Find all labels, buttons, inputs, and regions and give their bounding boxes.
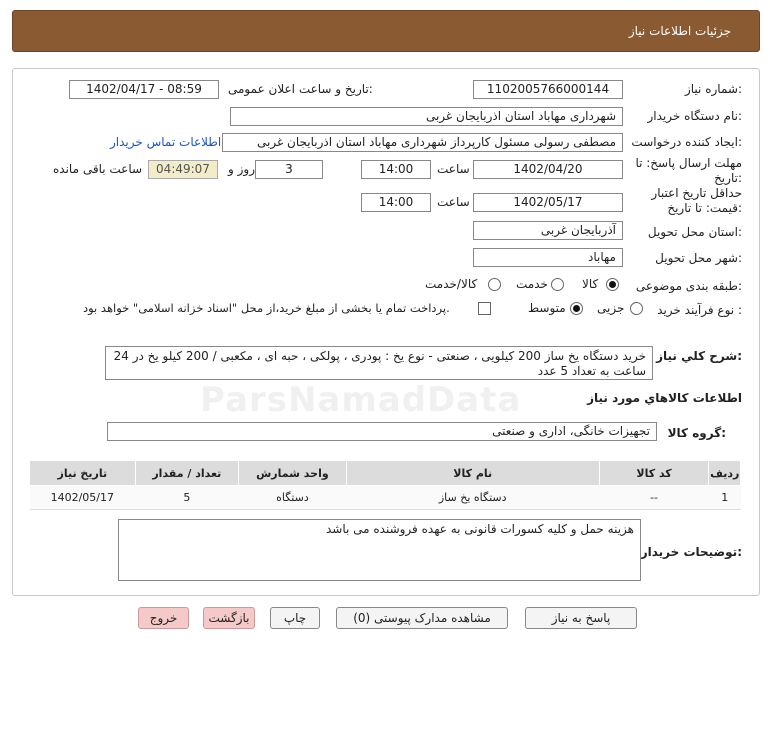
cell-code: --	[599, 486, 709, 510]
print-button[interactable]: چاپ	[270, 607, 320, 629]
purchase-radio-minor[interactable]	[630, 302, 643, 315]
deadline-date-field: 1402/04/20	[473, 160, 623, 179]
exit-button[interactable]: خروج	[138, 607, 189, 629]
cell-quantity: 5	[135, 486, 238, 510]
days-count-field: 3	[255, 160, 323, 179]
province-field: آذربایجان غربی	[473, 221, 623, 240]
table-row	[30, 486, 741, 510]
requester-label: ایجاد کننده درخواست:	[631, 135, 742, 149]
remaining-label: ساعت باقی مانده	[53, 162, 143, 176]
validity-time-label: ساعت	[437, 195, 470, 209]
col-header-quantity: تعداد / مقدار	[135, 461, 238, 486]
goods-section-title: اطلاعات کالاهاي مورد نياز	[587, 391, 742, 405]
purchase-option-minor: جزیی	[597, 301, 625, 315]
deadline-label: مهلت ارسال پاسخ: تا	[635, 156, 742, 170]
description-label: شرح کلي نياز:	[656, 349, 742, 363]
need-number-field: 1102005766000144	[473, 80, 623, 99]
col-header-name: نام کالا	[346, 461, 599, 486]
city-field: مهاباد	[473, 248, 623, 267]
table-header-row	[30, 461, 741, 486]
announce-field: 1402/04/17 - 08:59	[69, 80, 219, 99]
goods-group-field: تجهیزات خانگی، اداری و صنعتی	[107, 422, 657, 441]
description-field: خرید دستگاه یخ ساز 200 کیلویی ، صنعتی - نوع یخ : پودری ، پولکی ، حبه ای ، مکعبی / 200 کیلو یخ در 24 ساعت به تعداد 5 عدد	[105, 346, 653, 380]
validity-label: حداقل تاریخ اعتبار	[651, 186, 742, 200]
category-option-both: کالا/خدمت	[425, 277, 478, 291]
col-header-unit: واحد شمارش	[239, 461, 347, 486]
page-header	[12, 10, 760, 52]
purchase-type-label: نوع فرآیند خرید :	[657, 303, 742, 317]
category-option-service: خدمت	[516, 277, 548, 291]
deadline-time-field: 14:00	[361, 160, 431, 179]
days-label: روز و	[228, 162, 255, 176]
page-title: جزئیات اطلاعات نیاز	[628, 24, 731, 38]
announce-label: تاریخ و ساعت اعلان عمومی:	[228, 82, 373, 96]
validity-date-field: 1402/05/17	[473, 193, 623, 212]
col-header-code: کد کالا	[599, 461, 709, 486]
buyer-notes-field: هزینه حمل و کلیه کسورات قانونی به عهده فروشنده می باشد	[118, 519, 641, 581]
city-label: شهر محل تحویل:	[655, 251, 742, 265]
purchase-radio-medium[interactable]	[570, 302, 583, 315]
province-label: استان محل تحویل:	[647, 225, 742, 239]
requester-field: مصطفی رسولی مسئول کارپرداز شهرداری مهاباد استان اذربایجان غربی	[222, 133, 623, 152]
need-number-label: شماره نیاز:	[684, 82, 742, 96]
reply-button[interactable]: پاسخ به نیاز	[525, 607, 637, 629]
deadline-time-label: ساعت	[437, 162, 470, 176]
items-table	[29, 460, 741, 510]
validity-time-field: 14:00	[361, 193, 431, 212]
buyer-org-label: نام دستگاه خریدار:	[647, 109, 742, 123]
cell-unit: دستگاه	[239, 486, 347, 510]
deadline-label-2: تاریخ:	[714, 171, 742, 185]
purchase-option-medium: متوسط	[528, 301, 566, 315]
goods-group-label: گروه کالا:	[667, 426, 726, 440]
cell-row-number: 1	[709, 486, 741, 510]
category-radio-both[interactable]	[488, 278, 501, 291]
remaining-time-field: 04:49:07	[148, 160, 218, 179]
treasury-note: پرداخت تمام یا بخشی از مبلغ خرید،از محل "اسناد خزانه اسلامی" خواهد بود.	[83, 301, 450, 315]
cell-name: دستگاه یخ ساز	[346, 486, 599, 510]
category-radio-goods[interactable]	[606, 278, 619, 291]
back-button[interactable]: بازگشت	[203, 607, 255, 629]
category-label: طبقه بندی موضوعی:	[635, 279, 742, 293]
category-option-goods: کالا	[582, 277, 599, 291]
category-radio-service[interactable]	[551, 278, 564, 291]
buyer-org-field: شهرداری مهاباد استان اذربایجان غربی	[230, 107, 623, 126]
cell-need-date: 1402/05/17	[30, 486, 136, 510]
contact-buyer-link[interactable]: اطلاعات تماس خریدار	[110, 135, 222, 149]
buyer-notes-label: توضیحات خریدار:	[640, 545, 742, 559]
attachments-button[interactable]: مشاهده مدارک پیوستی (0)	[336, 607, 508, 629]
col-header-need-date: تاریخ نیاز	[30, 461, 136, 486]
treasury-checkbox[interactable]	[478, 302, 491, 315]
col-header-row-number: ردیف	[709, 461, 741, 486]
validity-label-2: قیمت: تا تاریخ:	[667, 201, 742, 215]
